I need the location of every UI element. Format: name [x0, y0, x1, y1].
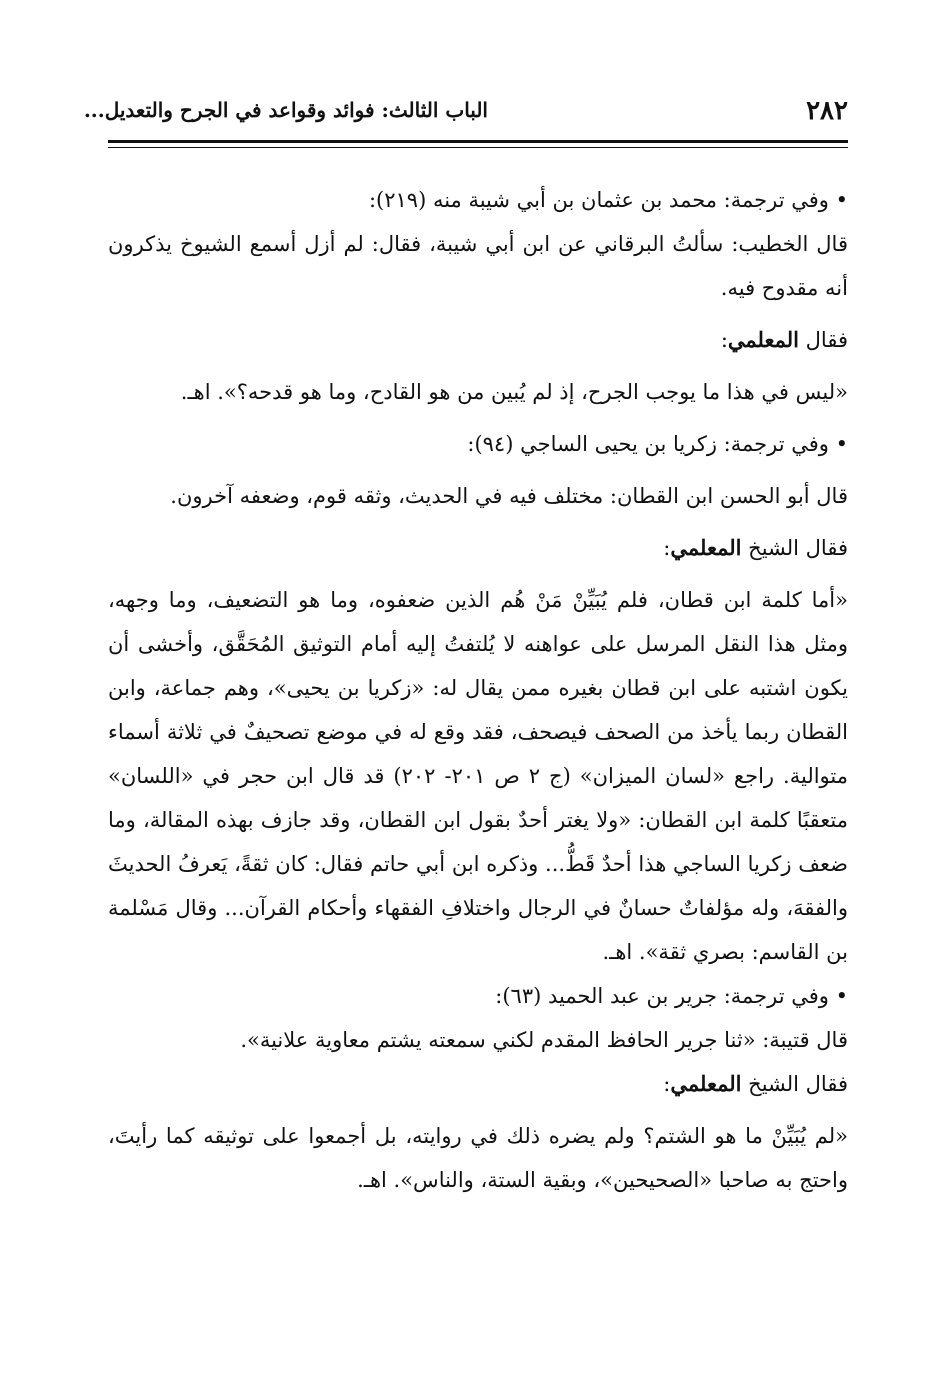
speaker-line: فقال الشيخ المعلمي: — [663, 1071, 848, 1096]
commentary-paragraph: «أما كلمة ابن قطان، فلم يُبَيِّنْ مَنْ هُم الذين ضعفوه، وما هو التضعيف، وما وجهه، ومثل هذا النقل المرسل على عواهنه لا يُلتفتُ إليه أمام التوثيق المُحَقَّق، وأخشى أن يكون اشتبه على ابن قطان بغيره ممن يقال له: «زكريا بن يحيى»، وهم جماعة، وابن القطان ربما يأخذ من الصحف فيصحف، فقد وقع له في موضع تصحيفٌ في ثلاثة أسماء متوالية. راجع «لسان الميزان» (ج ٢ ص ٢٠١- ٢٠٢) قد قال ابن حجر في «اللسان» متعقبًا كلمة ابن القطان: «ولا يغتر أحدٌ بقول ابن القطان، وقد جازف بهذه المقالة، وما ضعف زكريا الساجي هذا أحدٌ قَطُّ... وذكره ابن أبي حاتم فقال: كان ثقةً، يَعرفُ الحديثَ والفقهَ، وله مؤلفاتٌ حسانٌ في الرجال واختلافِ الفقهاء وأحكام القرآن... وقال مَسْلمة بن القاسم: بصري ثقة». اهـ. — [108, 588, 848, 964]
author-name: المعلمي — [670, 1071, 742, 1096]
page-header — [83, 96, 848, 136]
header-rule-thin — [108, 147, 848, 148]
header-rule-thick — [108, 140, 848, 143]
entry-heading: • وفي ترجمة: محمد بن عثمان بن أبي شيبة منه (٢١٩): — [368, 188, 848, 212]
commentary-paragraph: «لم يُبَيِّنْ ما هو الشتم؟ ولم يضره ذلك في روايته، بل أجمعوا على توثيقه كما رأيتَ، واحتج به صاحبا «الصحيحين»، وبقية الستة، والناس». اهـ. — [108, 1124, 848, 1192]
speaker-line: فقال المعلمي: — [720, 327, 848, 352]
quote-paragraph: قال الخطيب: سألتُ البرقاني عن ابن أبي شيبة، فقال: لم أزل أسمع الشيوخ يذكرون أنه مقدوح فيه. — [108, 232, 848, 300]
quote-paragraph: قال قتيبة: «ثنا جرير الحافظ المقدم لكني سمعته يشتم معاوية علانية». — [240, 1028, 848, 1052]
author-name: المعلمي — [670, 535, 742, 560]
page-number: ٢٨٢ — [806, 96, 848, 126]
speaker-line: فقال الشيخ المعلمي: — [663, 535, 848, 560]
author-name: المعلمي — [727, 327, 799, 352]
entry-heading: • وفي ترجمة: زكريا بن يحيى الساجي (٩٤): — [467, 432, 848, 456]
chapter-title: الباب الثالث: فوائد وقواعد في الجرح والتعديل... — [83, 98, 488, 122]
quote-paragraph: قال أبو الحسن ابن القطان: مختلف فيه في الحديث، وثقه قوم، وضعفه آخرون. — [170, 484, 848, 508]
commentary-paragraph: «ليس في هذا ما يوجب الجرح، إذ لم يُبين من هو القادح، وما هو قدحه؟». اهـ. — [180, 380, 848, 404]
page-body — [108, 178, 848, 1202]
entry-heading: • وفي ترجمة: جرير بن عبد الحميد (٦٣): — [495, 984, 848, 1008]
